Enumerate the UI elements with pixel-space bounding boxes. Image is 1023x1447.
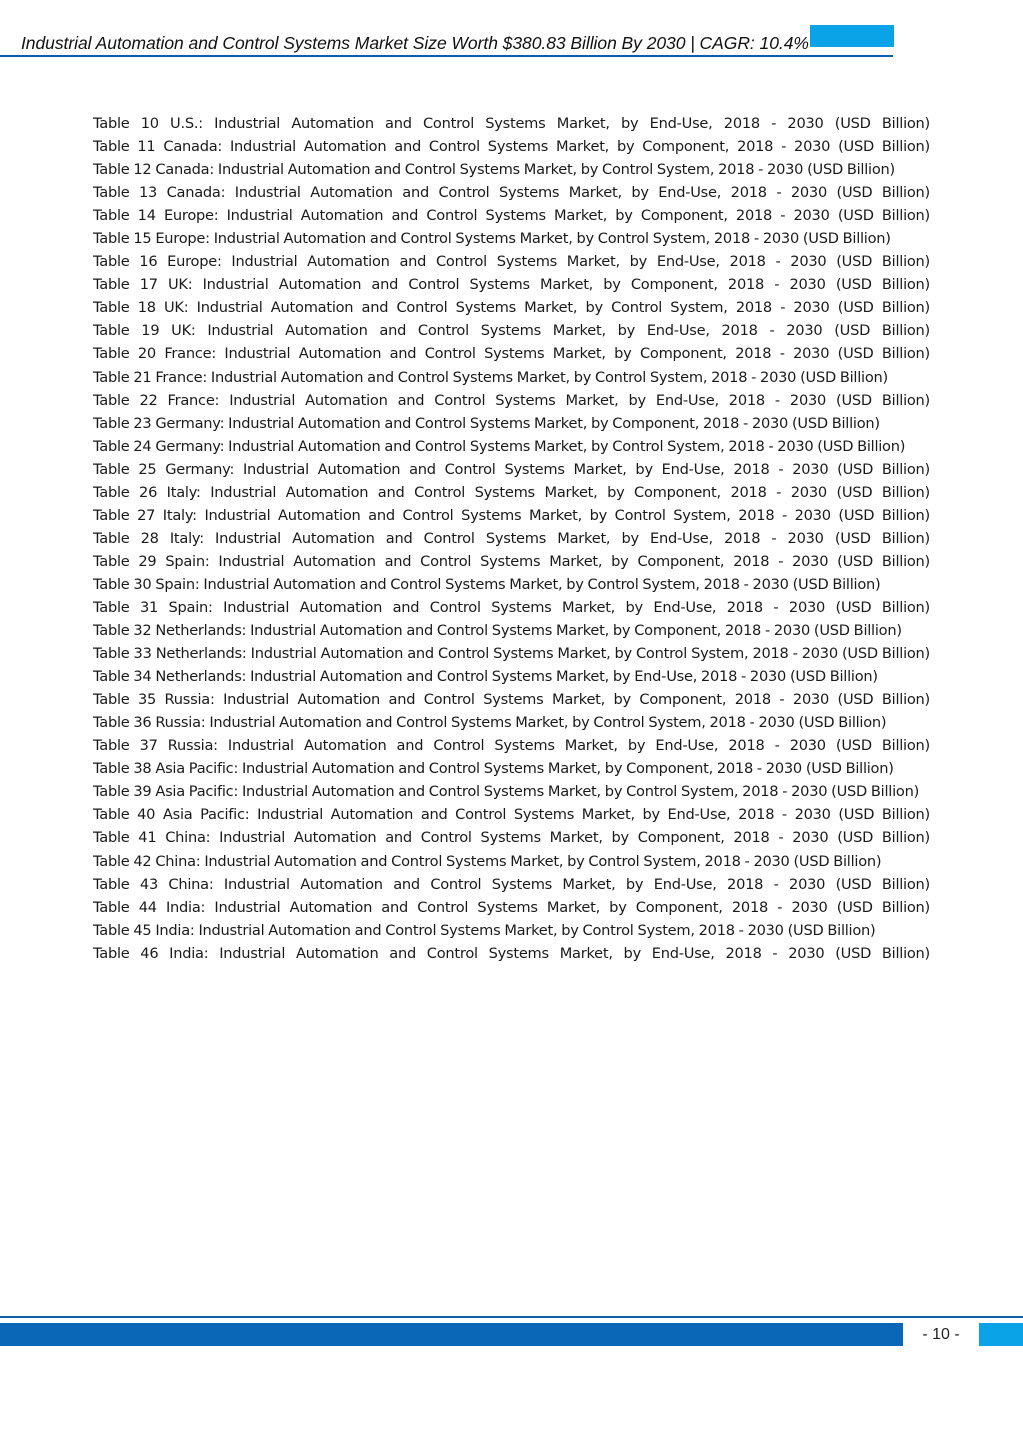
list-item: Table 44 India: Industrial Automation and Control Systems Market, by Component, 2018 - 2030 (USD Billion) (93, 898, 930, 916)
list-item: Table 37 Russia: Industrial Automation and Control Systems Market, by End-Use, 2018 - 2030 (USD Billion) (93, 737, 930, 755)
list-item: Table 25 Germany: Industrial Automation and Control Systems Market, by End-Use, 2018 - 2030 (USD Billion) (93, 460, 930, 478)
list-item: Table 43 China: Industrial Automation and Control Systems Market, by End-Use, 2018 - 2030 (USD Billion) (93, 875, 930, 893)
list-item: Table 45 India: Industrial Automation and Control Systems Market, by Control System, 2018 - 2030 (USD Billion) (93, 921, 876, 939)
list-item: Table 31 Spain: Industrial Automation and Control Systems Market, by End-Use, 2018 - 2030 (USD Billion) (93, 598, 930, 616)
list-item: Table 41 China: Industrial Automation and Control Systems Market, by Component, 2018 - 2030 (USD Billion) (93, 829, 930, 847)
list-item: Table 24 Germany: Industrial Automation and Control Systems Market, by Control System, 2018 - 2030 (USD Billion) (93, 437, 906, 455)
list-item: Table 42 China: Industrial Automation and Control Systems Market, by Control System, 2018 - 2030 (USD Billion) (93, 852, 882, 870)
list-item: Table 35 Russia: Industrial Automation and Control Systems Market, by Component, 2018 - 2030 (USD Billion) (93, 691, 930, 709)
list-item: Table 22 France: Industrial Automation and Control Systems Market, by End-Use, 2018 - 2030 (USD Billion) (93, 391, 930, 409)
list-of-tables (93, 112, 930, 965)
list-item: Table 39 Asia Pacific: Industrial Automation and Control Systems Market, by Control System, 2018 - 2030 (USD Billion) (93, 783, 920, 801)
header-accent-block (810, 25, 894, 47)
footer-accent-block (979, 1323, 1023, 1346)
list-item: Table 10 U.S.: Industrial Automation and Control Systems Market, by End-Use, 2018 - 2030 (USD Billion) (93, 115, 930, 132)
list-item: Table 32 Netherlands: Industrial Automation and Control Systems Market, by Component, 2018 - 2030 (USD Billion) (93, 622, 902, 640)
list-item: Table 14 Europe: Industrial Automation and Control Systems Market, by Component, 2018 - 2030 (USD Billion) (93, 207, 930, 225)
list-item: Table 26 Italy: Industrial Automation and Control Systems Market, by Component, 2018 - 2030 (USD Billion) (93, 483, 930, 501)
list-item: Table 38 Asia Pacific: Industrial Automation and Control Systems Market, by Component, 2018 - 2030 (USD Billion) (93, 760, 894, 778)
list-item: Table 11 Canada: Industrial Automation and Control Systems Market, by Component, 2018 - 2030 (USD Billion) (93, 138, 930, 156)
list-item: Table 30 Spain: Industrial Automation and Control Systems Market, by Control System, 2018 - 2030 (USD Billion) (93, 575, 881, 593)
footer-bar (0, 1323, 903, 1346)
list-item: Table 33 Netherlands: Industrial Automation and Control Systems Market, by Control System, 2018 - 2030 (USD Billion) (93, 645, 930, 663)
list-item: Table 20 France: Industrial Automation and Control Systems Market, by Component, 2018 - 2030 (USD Billion) (93, 345, 930, 363)
list-item: Table 28 Italy: Industrial Automation and Control Systems Market, by End-Use, 2018 - 2030 (USD Billion) (93, 529, 930, 547)
page-number: - 10 - (922, 1326, 960, 1343)
footer-divider (0, 1316, 1023, 1318)
list-item: Table 34 Netherlands: Industrial Automation and Control Systems Market, by End-Use, 2018 - 2030 (USD Billion) (93, 668, 878, 686)
list-item: Table 46 India: Industrial Automation and Control Systems Market, by End-Use, 2018 - 2030 (USD Billion) (93, 944, 930, 962)
list-item: Table 21 France: Industrial Automation and Control Systems Market, by Control System, 2018 - 2030 (USD Billion) (93, 368, 888, 386)
header-divider (0, 55, 893, 57)
list-item: Table 12 Canada: Industrial Automation and Control Systems Market, by Control System, 2018 - 2030 (USD Billion) (93, 161, 895, 179)
list-item: Table 17 UK: Industrial Automation and Control Systems Market, by Component, 2018 - 2030 (USD Billion) (93, 276, 930, 294)
document-header-title: Industrial Automation and Control Systems Market Size Worth $380.83 Billion By 2030 | CAGR: 10.4% (21, 33, 809, 53)
list-item: Table 19 UK: Industrial Automation and Control Systems Market, by End-Use, 2018 - 2030 (USD Billion) (93, 322, 930, 340)
list-item: Table 29 Spain: Industrial Automation and Control Systems Market, by Component, 2018 - 2030 (USD Billion) (93, 552, 930, 570)
list-item: Table 27 Italy: Industrial Automation and Control Systems Market, by Control System, 2018 - 2030 (USD Billion) (93, 506, 930, 524)
list-item: Table 18 UK: Industrial Automation and Control Systems Market, by Control System, 2018 - 2030 (USD Billion) (93, 299, 930, 317)
list-item: Table 13 Canada: Industrial Automation and Control Systems Market, by End-Use, 2018 - 2030 (USD Billion) (93, 184, 930, 202)
list-item: Table 16 Europe: Industrial Automation and Control Systems Market, by End-Use, 2018 - 2030 (USD Billion) (93, 253, 930, 271)
list-item: Table 36 Russia: Industrial Automation and Control Systems Market, by Control System, 2018 - 2030 (USD Billion) (93, 714, 887, 732)
list-item: Table 15 Europe: Industrial Automation and Control Systems Market, by Control System, 2018 - 2030 (USD Billion) (93, 230, 891, 248)
list-item: Table 23 Germany: Industrial Automation and Control Systems Market, by Component, 2018 - 2030 (USD Billion) (93, 414, 880, 432)
list-item: Table 40 Asia Pacific: Industrial Automation and Control Systems Market, by End-Use, 2018 - 2030 (USD Billion) (93, 806, 930, 824)
